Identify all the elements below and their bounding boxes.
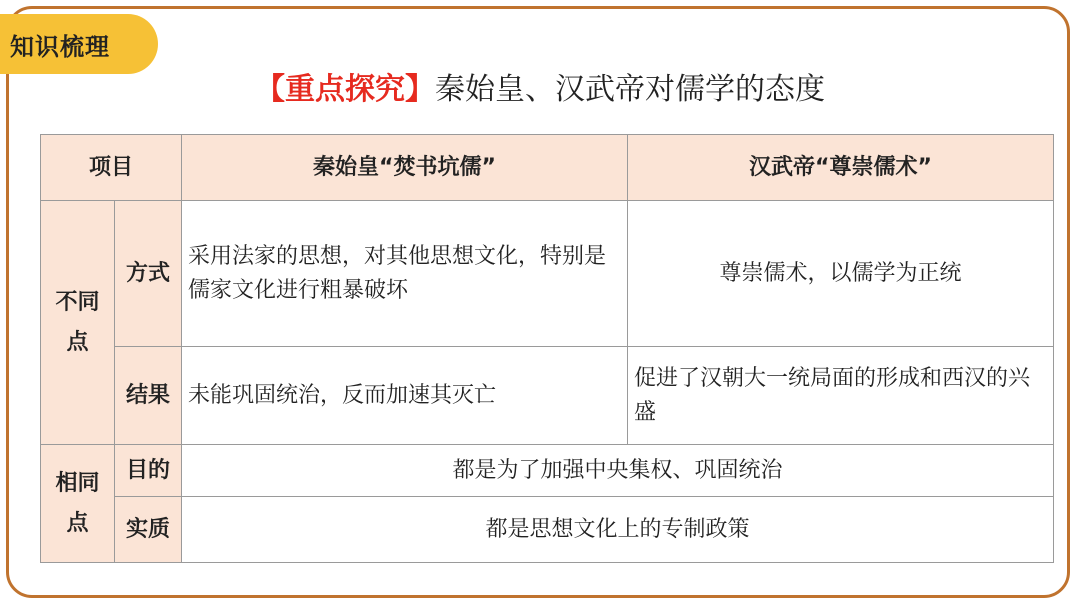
table-row-purpose bbox=[41, 445, 1054, 497]
group-same-text: 相同点 bbox=[55, 470, 100, 536]
header-qin: 秦始皇“焚书坑儒” bbox=[182, 135, 628, 201]
table-row-method bbox=[41, 201, 1054, 347]
header-han: 汉武帝“尊崇儒术” bbox=[628, 135, 1054, 201]
cell-method-han: 尊崇儒术，以儒学为正统 bbox=[628, 201, 1054, 347]
row-label-method: 方式 bbox=[115, 201, 182, 347]
cell-essence: 都是思想文化上的专制政策 bbox=[182, 497, 1054, 563]
table-header-row bbox=[41, 135, 1054, 201]
header-item: 项目 bbox=[41, 135, 182, 201]
cell-result-han: 促进了汉朝大一统局面的形成和西汉的兴盛 bbox=[628, 347, 1054, 445]
page-title bbox=[0, 68, 1080, 112]
section-badge: 知识梳理 bbox=[0, 14, 158, 74]
row-label-essence: 实质 bbox=[115, 497, 182, 563]
row-label-purpose: 目的 bbox=[115, 445, 182, 497]
table-row-result bbox=[41, 347, 1054, 445]
title-text: 秦始皇、汉武帝对儒学的态度 bbox=[435, 72, 825, 107]
cell-purpose: 都是为了加强中央集权、巩固统治 bbox=[182, 445, 1054, 497]
row-label-result: 结果 bbox=[115, 347, 182, 445]
group-diff-text: 不同点 bbox=[55, 289, 100, 355]
comparison-table bbox=[40, 134, 1054, 563]
cell-result-qin: 未能巩固统治，反而加速其灭亡 bbox=[182, 347, 628, 445]
title-highlight: 【重点探究】 bbox=[255, 72, 435, 107]
cell-method-qin: 采用法家的思想，对其他思想文化，特别是儒家文化进行粗暴破坏 bbox=[182, 201, 628, 347]
group-label-similarities bbox=[41, 445, 115, 563]
group-label-differences bbox=[41, 201, 115, 445]
table-row-essence bbox=[41, 497, 1054, 563]
